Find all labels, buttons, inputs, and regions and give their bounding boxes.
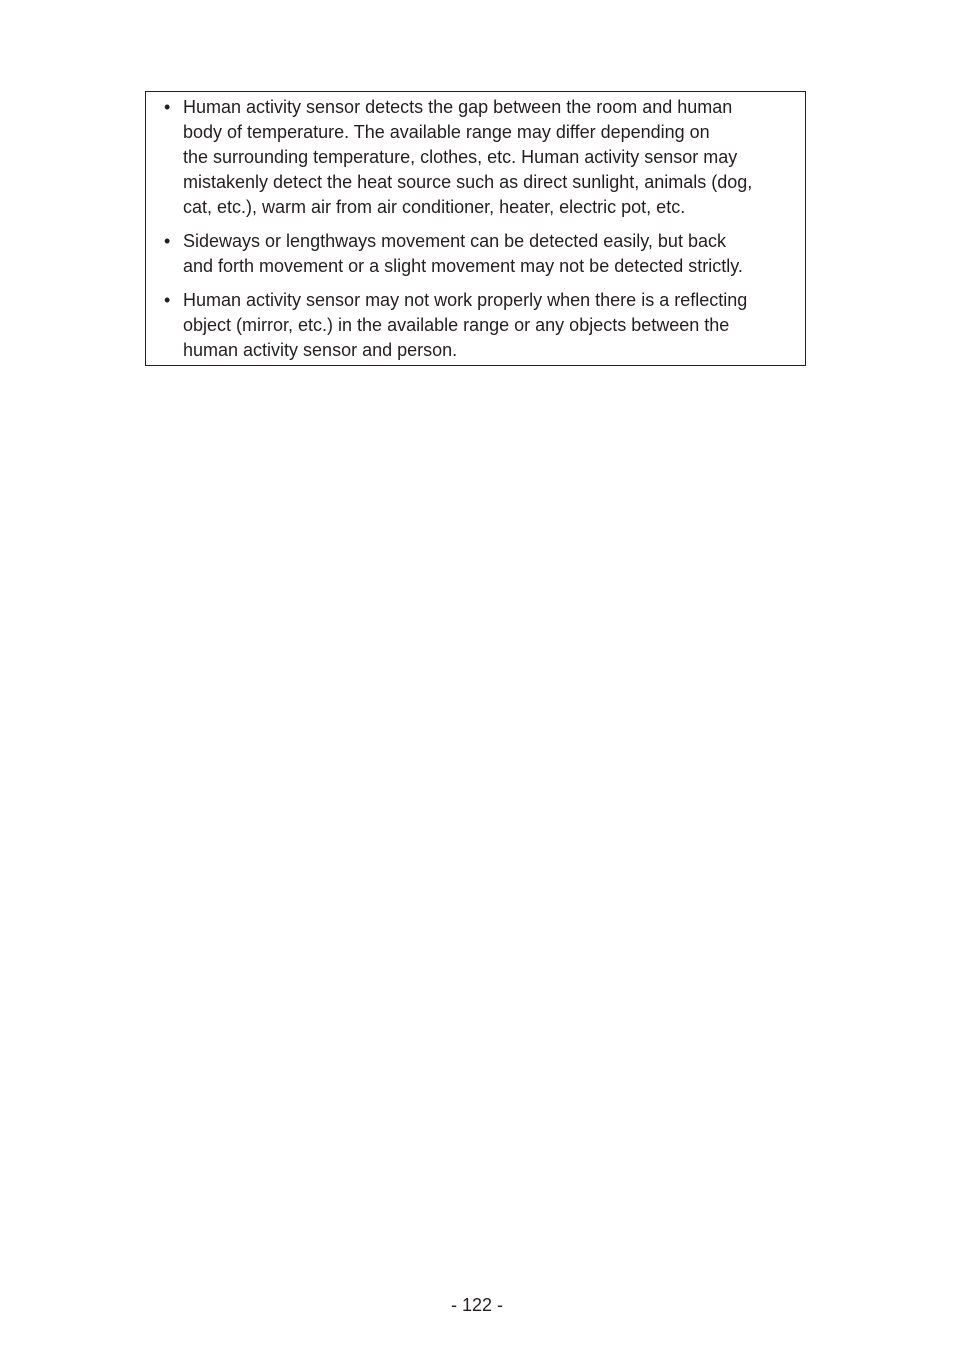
note-item-heat-detection xyxy=(146,95,805,220)
page-number: - 122 - xyxy=(450,1295,504,1315)
bullet-icon: • xyxy=(164,97,171,117)
note-line: object (mirror, etc.) in the available range or any objects between the xyxy=(183,315,730,335)
note-line: and forth movement or a slight movement may not be detected strictly. xyxy=(183,256,743,276)
note-line: Human activity sensor detects the gap between the room and human xyxy=(183,97,733,117)
note-line: Sideways or lengthways movement can be detected easily, but back xyxy=(183,231,726,251)
note-item-reflecting-object xyxy=(146,288,805,363)
bullet-icon: • xyxy=(164,290,171,310)
bullet-icon: • xyxy=(164,231,171,251)
note-line: human activity sensor and person. xyxy=(183,340,458,360)
note-line: Human activity sensor may not work properly when there is a reflecting xyxy=(183,290,748,310)
note-line: mistakenly detect the heat source such as direct sunlight, animals (dog, xyxy=(183,172,753,192)
note-line: cat, etc.), warm air from air conditioner, heater, electric pot, etc. xyxy=(183,197,686,217)
note-box xyxy=(145,91,806,366)
note-item-movement xyxy=(146,229,805,279)
note-line: body of temperature. The available range may differ depending on xyxy=(183,122,710,142)
note-line: the surrounding temperature, clothes, etc. Human activity sensor may xyxy=(183,147,738,167)
